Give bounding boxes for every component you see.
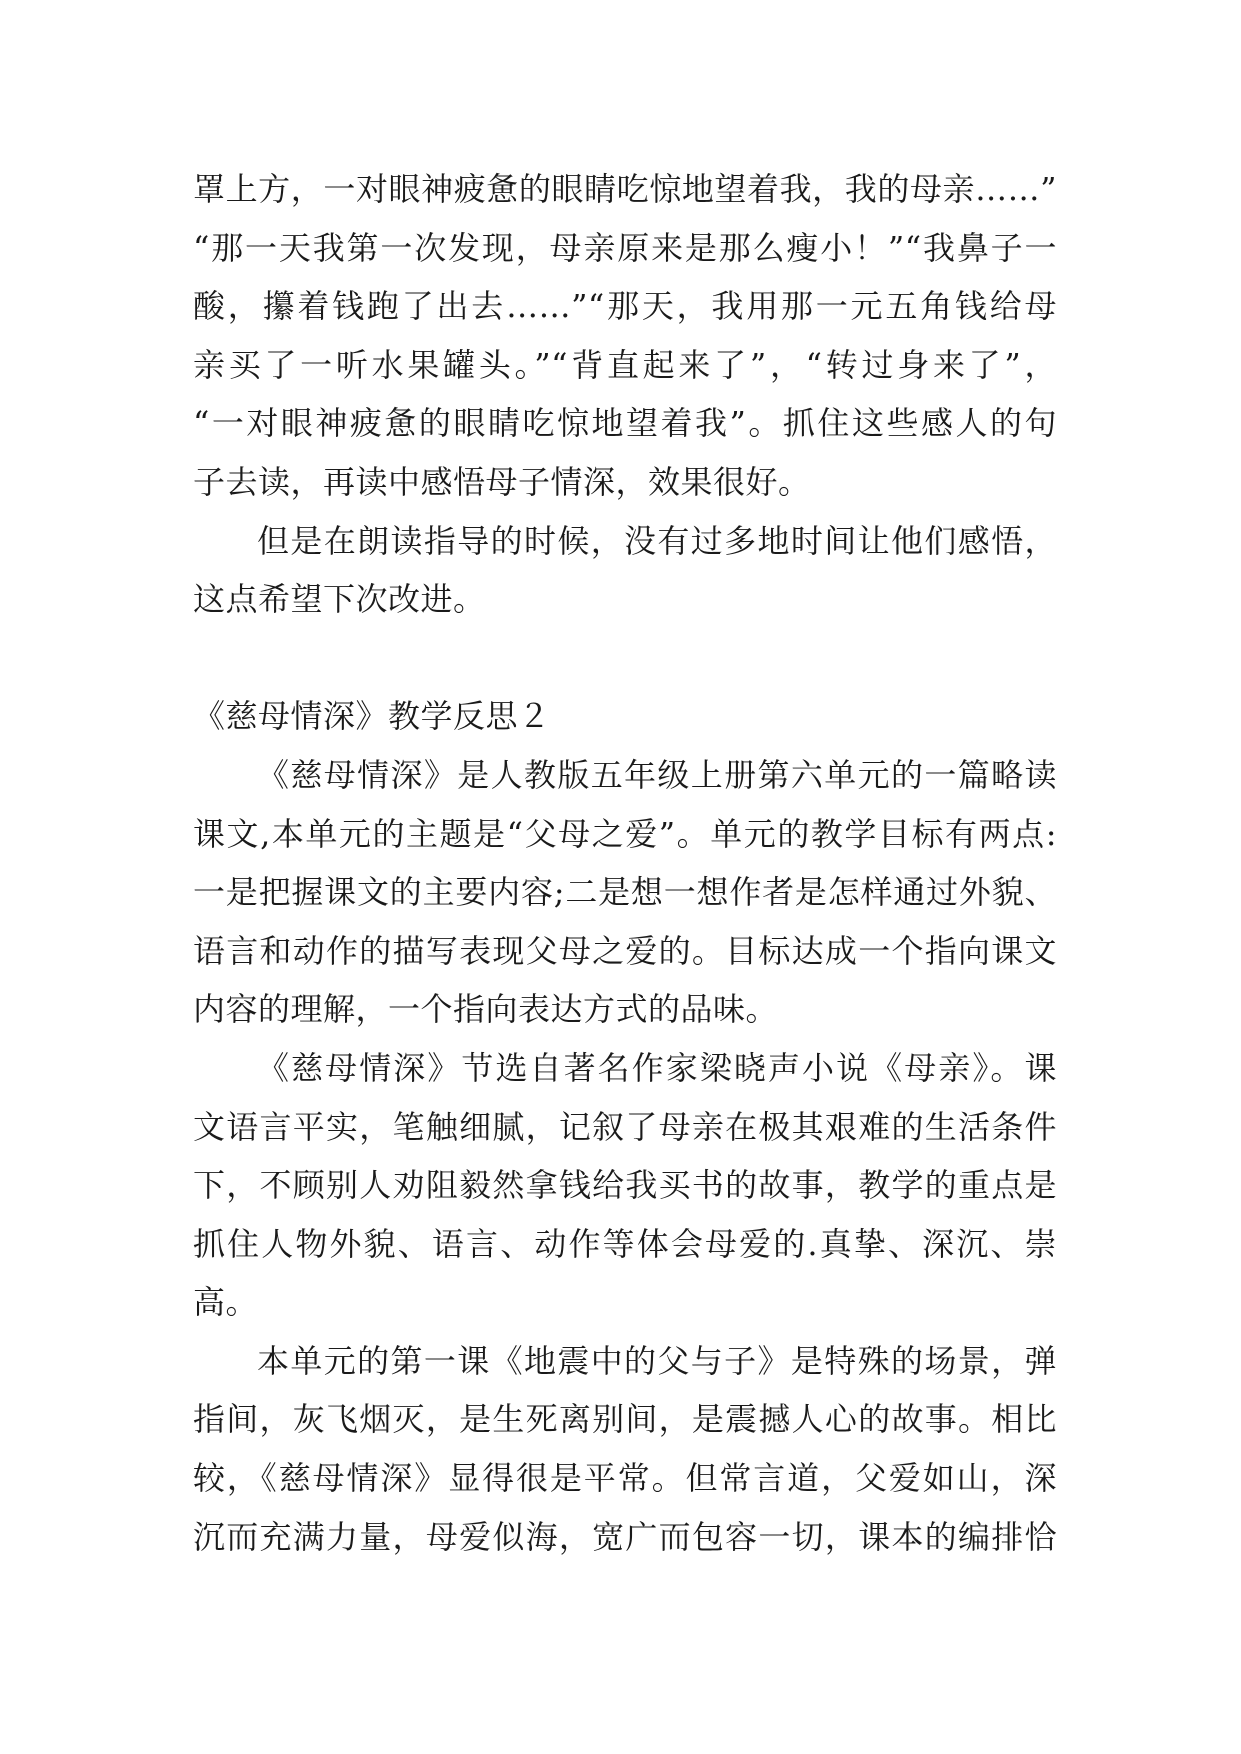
paragraph-line: 下，不顾别人劝阻毅然拿钱给我买书的故事，教学的重点是 [193, 1166, 1057, 1205]
paragraph-line: 较，《慈母情深》显得很是平常。但常言道，父爱如山，深 [193, 1459, 1057, 1498]
paragraph-line: 罩上方，一对眼神疲惫的眼睛吃惊地望着我，我的母亲……” [193, 170, 1057, 208]
paragraph-line: 抓住人物外貌、语言、动作等体会母爱的.真挚、深沉、崇 [193, 1224, 1057, 1263]
paragraph-line: 《慈母情深》节选自著名作家梁晓声小说《母亲》。课 [257, 1048, 1057, 1087]
paragraph-line: 《慈母情深》是人教版五年级上册第六单元的一篇略读 [257, 755, 1057, 794]
blank-line [193, 629, 1057, 688]
paragraph-line: 课文,本单元的主题是“父母之爱”。单元的教学目标有两点: [193, 814, 1057, 853]
section-title: 《慈母情深》教学反思２ [193, 697, 551, 736]
paragraph-line: 内容的理解，一个指向表达方式的品味。 [193, 990, 779, 1029]
paragraph-line: 本单元的第一课《地震中的父与子》是特殊的场景，弹 [257, 1341, 1057, 1380]
paragraph-line: 亲买了一听水果罐头。”“背直起来了”，“转过身来了”， [193, 345, 1057, 384]
paragraph-line: 语言和动作的描写表现父母之爱的。目标达成一个指向课文 [193, 931, 1057, 970]
paragraph-line: 这点希望下次改进。 [193, 580, 486, 619]
paragraph-line: 沉而充满力量，母爱似海，宽广而包容一切，课本的编排恰 [193, 1517, 1057, 1556]
paragraph-line: 子去读，再读中感悟母子情深，效果很好。 [193, 462, 811, 501]
paragraph-line: 酸，攥着钱跑了出去……”“那天，我用那一元五角钱给母 [193, 287, 1057, 326]
paragraph-line: “那一天我第一次发现，母亲原来是那么瘦小！”“我鼻子一 [193, 228, 1057, 267]
paragraph-line: 指间，灰飞烟灭，是生死离别间，是震撼人心的故事。相比 [193, 1400, 1057, 1439]
paragraph-line: “一对眼神疲惫的眼睛吃惊地望着我”。抓住这些感人的句 [193, 404, 1057, 443]
document-body [193, 160, 1057, 1566]
paragraph-line: 一是把握课文的主要内容;二是想一想作者是怎样通过外貌、 [193, 873, 1057, 912]
paragraph-line: 但是在朗读指导的时候，没有过多地时间让他们感悟， [257, 521, 1057, 560]
paragraph-line: 文语言平实，笔触细腻，记叙了母亲在极其艰难的生活条件 [193, 1107, 1057, 1146]
paragraph-line: 高。 [193, 1283, 259, 1322]
